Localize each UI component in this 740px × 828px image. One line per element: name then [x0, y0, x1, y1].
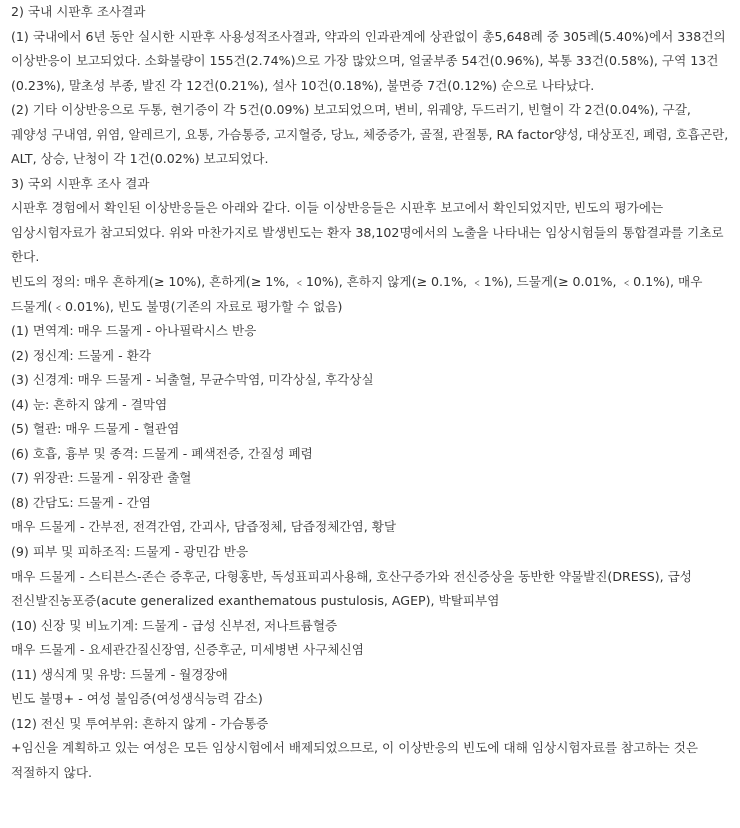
item-gastrointestinal: (7) 위장관: 드물게 - 위장관 출혈	[11, 470, 192, 486]
heading-foreign-postmarketing: 3) 국외 시판후 조사 결과	[11, 175, 150, 191]
footnote-pregnancy: +임신을 계획하고 있는 여성은 모든 임상시험에서 배제되었으므로, 이 이상반응의 빈도에 대해 임상시험자료를 참고하는 것은 적절하지 않다.	[11, 740, 699, 780]
item-nervous-system: (3) 신경계: 매우 드물게 - 뇌출혈, 무균수막염, 미각상실, 후각상실	[11, 372, 374, 388]
paragraph-foreign-intro: 시판후 경험에서 확인된 이상반응들은 아래와 같다. 이들 이상반응들은 시판후 보고에서 확인되었지만, 빈도의 평가에는 임상시험자료가 참고되었다. 위와 마찬가지로 발생빈도는 환자 38,102명에서의 노출을 나타내는 임상시험들의 통합결과를 기초로 한다.	[11, 200, 724, 265]
item-skin-very-rare: 매우 드물게 - 스티븐스-존슨 증후군, 다형홍반, 독성표피괴사용해, 호산구증가와 전신증상을 동반한 약물발진(DRESS), 급성 전신발진농포증(acute generalized exanthematous pustulosis, AGEP), 박탈피부염	[11, 568, 692, 609]
item-reproductive: (11) 생식계 및 유방: 드물게 - 월경장애	[11, 666, 228, 682]
item-vascular: (5) 혈관: 매우 드물게 - 혈관염	[11, 421, 180, 437]
item-eye: (4) 눈: 흔하지 않게 - 결막염	[11, 396, 168, 412]
item-hepatobiliary: (8) 간담도: 드물게 - 간염	[11, 494, 151, 510]
item-general-disorders: (12) 전신 및 투여부위: 흔하지 않게 - 가슴통증	[11, 715, 269, 731]
paragraph-domestic-survey: (1) 국내에서 6년 동안 실시한 시판후 사용성적조사결과, 약과의 인과관계에 상관없이 총5,648례 중 305례(5.40%)에서 338건의 이상반응이 보고되었다. 소화불량이 155건(2.74%)으로 가장 많았으며, 얼굴부종 54건(0.96%), 복통 33건(0.58%), 구역 13건(0.23%), 말초성 부종, 발진 각 12건(0.21%), 설사 10건(0.18%), 불면증 7건(0.12%) 순으로 나타났다.	[11, 28, 726, 93]
paragraph-other-adverse-reactions: (2) 기타 이상반응으로 두통, 현기증이 각 5건(0.09%) 보고되었으며, 변비, 위궤양, 두드러기, 빈혈이 각 2건(0.04%), 구갈, 궤양성 구내염, 위염, 알레르기, 요통, 가슴통증, 고지혈증, 당뇨, 체중증가, 골절, 관절통, RA factor양성, 대상포진, 폐렴, 호흡곤란, ALT, 상승, 난청이 각 1건(0.02%) 보고되었다.	[11, 102, 729, 167]
item-renal-very-rare: 매우 드물게 - 요세관간질신장염, 신증후군, 미세병변 사구체신염	[11, 642, 364, 658]
item-renal-urinary: (10) 신장 및 비뇨기계: 드물게 - 급성 신부전, 저나트륨혈증	[11, 617, 338, 633]
heading-domestic-postmarketing: 2) 국내 시판후 조사결과	[11, 4, 146, 19]
item-respiratory: (6) 호흡, 흉부 및 종격: 드물게 - 폐색전증, 간질성 폐렴	[11, 445, 313, 461]
item-immune-system: (1) 면역계: 매우 드물게 - 아나필락시스 반응	[11, 323, 257, 339]
item-hepatobiliary-very-rare: 매우 드물게 - 간부전, 전격간염, 간괴사, 담즙정체, 담즙정체간염, 황달	[11, 519, 397, 535]
paragraph-frequency-definition: 빈도의 정의: 매우 흔하게(≥ 10%), 흔하게(≥ 1%, ﹤10%), 흔하지 않게(≥ 0.1%, ﹤1%), 드물게(≥ 0.01%, ﹤0.1%), 매우 드물게(﹤0.01%), 빈도 불명(기존의 자료로 평가할 수 없음)	[11, 274, 703, 314]
item-psychiatric: (2) 정신계: 드물게 - 환각	[11, 347, 151, 363]
item-reproductive-unknown: 빈도 불명+ - 여성 불임증(여성생식능력 감소)	[11, 691, 263, 707]
item-skin: (9) 피부 및 피하조직: 드물게 - 광민감 반응	[11, 544, 249, 560]
